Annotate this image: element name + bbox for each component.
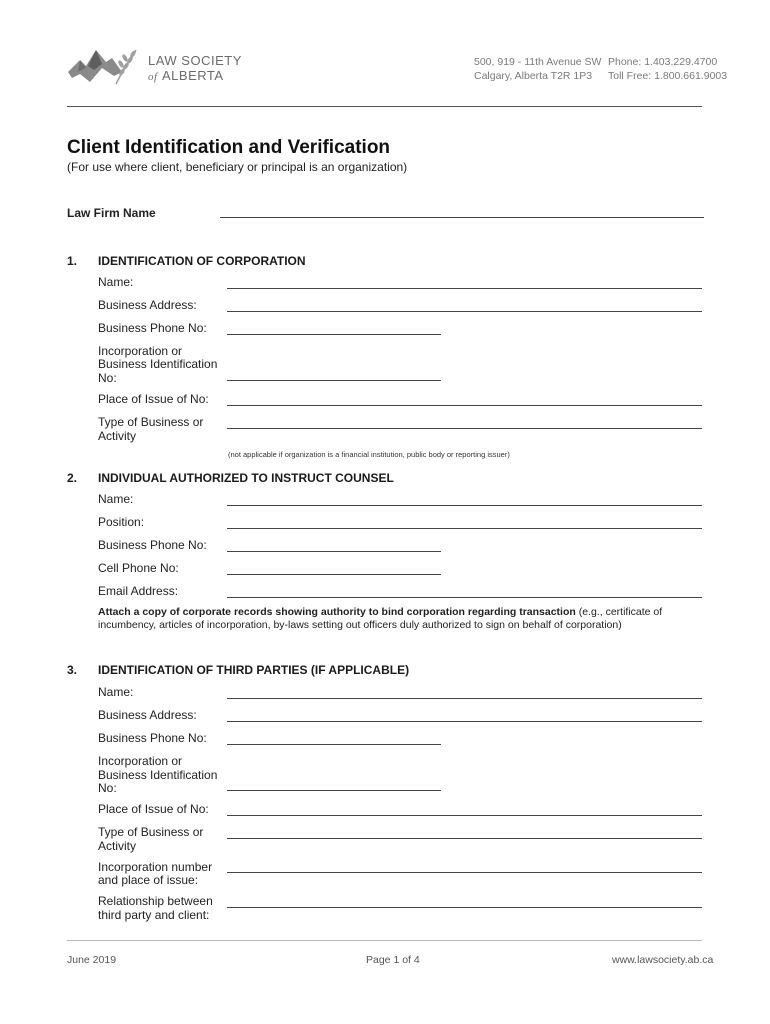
s3-incnum-field[interactable] <box>227 872 702 873</box>
s3-incorp-label-3: No: <box>98 781 117 795</box>
s3-relationship-label-2: third party and client: <box>98 908 210 922</box>
s1-business-address-label: Business Address: <box>98 298 197 312</box>
footer-divider <box>67 940 702 941</box>
s3-business-address-field[interactable] <box>227 721 702 722</box>
s1-name-label: Name: <box>98 275 134 289</box>
header-divider <box>67 106 702 107</box>
s3-place-issue-label: Place of Issue of No: <box>98 802 209 816</box>
s2-name-field[interactable] <box>227 505 702 506</box>
address-line2: Calgary, Alberta T2R 1P3 <box>474 70 593 82</box>
footer-date: June 2019 <box>67 954 117 966</box>
s1-type-label-2: Activity <box>98 429 137 443</box>
footer-page: Page 1 of 4 <box>366 954 420 966</box>
section3-title: IDENTIFICATION OF THIRD PARTIES (IF APPLICABLE) <box>98 663 410 677</box>
s3-business-phone-field[interactable] <box>227 744 441 745</box>
s3-incnum-label-1: Incorporation number <box>98 860 213 874</box>
s1-type-field[interactable] <box>227 428 702 429</box>
s2-attach-instructions <box>98 606 708 632</box>
s3-type-label-1: Type of Business or <box>98 825 204 839</box>
law-firm-label: Law Firm Name <box>67 206 156 220</box>
section2-title: INDIVIDUAL AUTHORIZED TO INSTRUCT COUNSEL <box>98 471 394 485</box>
logo <box>66 42 246 90</box>
s2-cell-phone-label: Cell Phone No: <box>98 561 179 575</box>
s1-business-address-field[interactable] <box>227 311 702 312</box>
s1-business-phone-label: Business Phone No: <box>98 321 207 335</box>
toll-free: Toll Free: 1.800.661.9003 <box>608 70 728 82</box>
s1-incorp-label-2: Business Identification <box>98 357 218 371</box>
s3-relationship-field[interactable] <box>227 907 702 908</box>
s1-note: (not applicable if organization is a financial institution, public body or reporting issuer) <box>228 450 510 459</box>
s2-position-field[interactable] <box>227 528 702 529</box>
s1-type-label-1: Type of Business or <box>98 415 204 429</box>
s2-email-field[interactable] <box>227 597 702 598</box>
section3-number: 3. <box>67 663 78 677</box>
s2-business-phone-label: Business Phone No: <box>98 538 207 552</box>
s3-incorp-field[interactable] <box>227 790 441 791</box>
s3-name-field[interactable] <box>227 698 702 699</box>
logo-of: of <box>148 71 158 83</box>
section2-number: 2. <box>67 471 78 485</box>
section1-number: 1. <box>67 254 78 268</box>
s1-incorp-field[interactable] <box>227 380 441 381</box>
s3-incorp-label-2: Business Identification <box>98 768 218 782</box>
law-firm-field[interactable] <box>220 217 704 218</box>
s3-name-label: Name: <box>98 685 134 699</box>
s1-business-phone-field[interactable] <box>227 334 441 335</box>
s3-relationship-label-1: Relationship between <box>98 894 213 908</box>
s3-business-phone-label: Business Phone No: <box>98 731 207 745</box>
s2-attach-bold: Attach a copy of corporate records showing authority to bind corporation regarding transaction <box>98 606 576 618</box>
s2-email-label: Email Address: <box>98 584 179 598</box>
s3-business-address-label: Business Address: <box>98 708 197 722</box>
s1-incorp-label-3: No: <box>98 371 117 385</box>
header-address <box>474 55 601 83</box>
s2-position-label: Position: <box>98 515 145 529</box>
logo-line1: LAW SOCIETY <box>148 53 242 68</box>
s3-place-issue-field[interactable] <box>227 815 702 816</box>
s3-incorp-label-1: Incorporation or <box>98 754 183 768</box>
page-title: Client Identification and Verification <box>67 137 391 158</box>
s2-name-label: Name: <box>98 492 134 506</box>
s1-place-issue-label: Place of Issue of No: <box>98 392 209 406</box>
s2-cell-phone-field[interactable] <box>227 574 441 575</box>
s2-attach-rest: (e.g., certificate of incumbency, articles of incorporation, by-laws setting out officers duly authorized to sign on behalf of corporation) <box>98 606 663 631</box>
s1-place-issue-field[interactable] <box>227 405 702 406</box>
s1-incorp-label-1: Incorporation or <box>98 344 183 358</box>
mountain-wheat-logo-icon <box>66 42 142 90</box>
phone: Phone: 1.403.229.4700 <box>608 56 718 68</box>
s3-incnum-label-2: and place of issue: <box>98 873 199 887</box>
address-line1: 500, 919 - 11th Avenue SW <box>474 56 602 68</box>
s2-business-phone-field[interactable] <box>227 551 441 552</box>
s3-type-field[interactable] <box>227 838 702 839</box>
header-phones <box>608 55 727 83</box>
s3-type-label-2: Activity <box>98 839 137 853</box>
footer-website[interactable]: www.lawsociety.ab.ca <box>612 954 714 966</box>
s1-name-field[interactable] <box>227 288 702 289</box>
logo-line2: ALBERTA <box>162 68 224 83</box>
page-subtitle: (For use where client, beneficiary or principal is an organization) <box>67 160 408 174</box>
section1-title: IDENTIFICATION OF CORPORATION <box>98 254 306 268</box>
